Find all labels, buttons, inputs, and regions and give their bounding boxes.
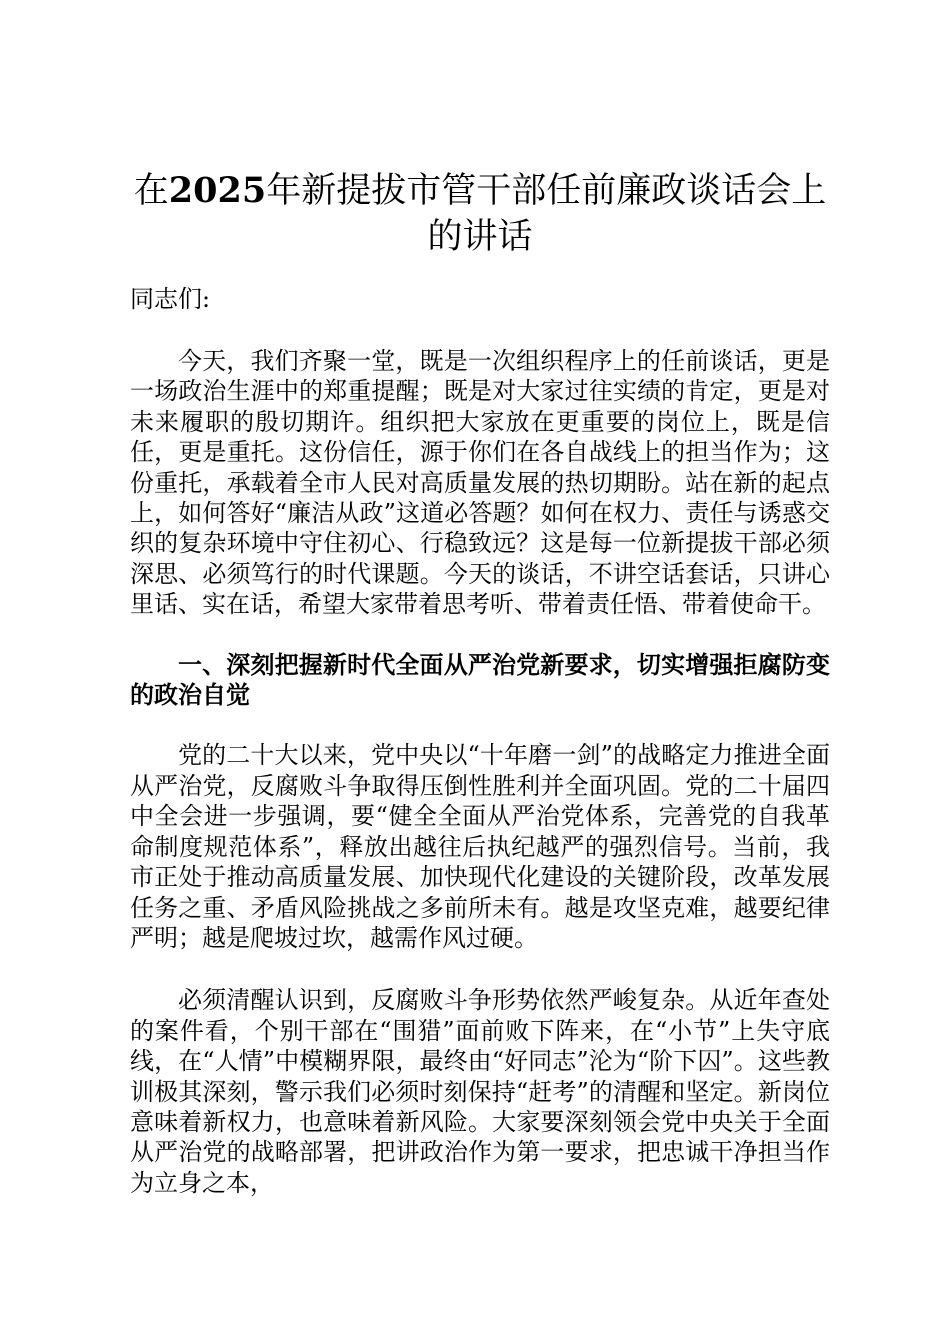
intro-paragraph: 今天，我们齐聚一堂，既是一次组织程序上的任前谈话，更是一场政治生涯中的郑重提醒；既是对大家过往实绩的肯定，更是对未来履职的殷切期许。组织把大家放在更重要的岗位上，既是信任，更是重托。这份信任，源于你们在各自战线上的担当作为；这份重托，承载着全市人民对高质量发展的热切期盼。站在新的起点上，如何答好“廉洁从政”这道必答题？如何在权力、责任与诱惑交织的复杂环境中守住初心、行稳致远？这是每一位新提拔干部必须深思、必须笃行的时代课题。今天的谈话，不讲空话套话，只讲心里话、实在话，希望大家带着思考听、带着责任悟、带着使命干。 <box>130 347 830 619</box>
document-title <box>130 168 830 260</box>
title-prefix: 在 <box>133 171 169 211</box>
section-heading: 一、深刻把握新时代全面从严治党新要求，切实增强拒腐防变的政治自觉 <box>130 649 830 710</box>
body-paragraph: 必须清醒认识到，反腐败斗争形势依然严峻复杂。从近年查处的案件看，个别干部在“围猎”面前败下阵来，在“小节”上失守底线，在“人情”中模糊界限，最终由“好同志”沦为“阶下囚”。这些教训极其深刻，警示我们必须时刻保持“赶考”的清醒和坚定。新岗位意味着新权力，也意味着新风险。大家要深刻领会党中央关于全面从严治党的战略部署，把讲政治作为第一要求，把忠诚干净担当作为立身之本， <box>130 986 830 1197</box>
body-paragraph: 党的二十大以来，党中央以“十年磨一剑”的战略定力推进全面从严治党，反腐败斗争取得压倒性胜利并全面巩固。党的二十届四中全会进一步强调，要“健全全面从严治党体系，完善党的自我革命制度规范体系”，释放出越往后执纪越严的强烈信号。当前，我市正处于推动高质量发展、加快现代化建设的关键阶段，改革发展任务之重、矛盾风险挑战之多前所未有。越是攻坚克难，越要纪律严明；越是爬坡过坎，越需作风过硬。 <box>130 741 830 952</box>
document-body <box>130 168 830 1198</box>
salutation: 同志们: <box>130 285 211 313</box>
title-suffix: 年新提拔市管干部任前廉政谈话会上的讲话 <box>266 171 827 257</box>
title-year: 2025 <box>168 170 267 211</box>
